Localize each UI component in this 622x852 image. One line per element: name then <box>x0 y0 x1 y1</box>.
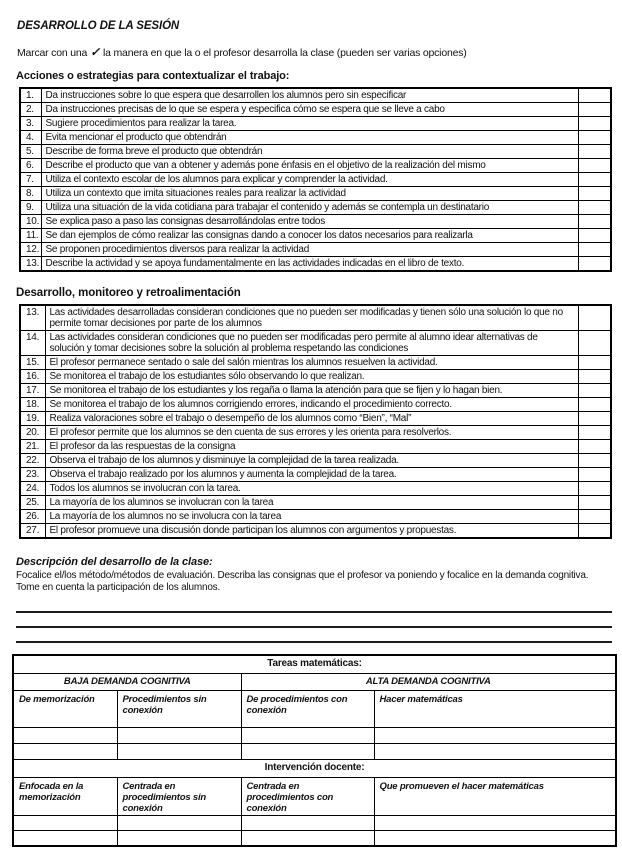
checklist-table-context <box>19 87 612 272</box>
row-number: 24. <box>20 482 45 496</box>
column-header-procedures-with-connection: De procedimientos con conexión <box>241 691 374 728</box>
section-heading-monitoring: Desarrollo, monitoreo y retroalimentación <box>16 287 241 299</box>
checklist-row <box>20 117 611 131</box>
intervention-title-row <box>13 760 616 778</box>
check-cell <box>578 510 611 524</box>
row-number: 25. <box>20 496 45 510</box>
row-text: El profesor promueve una discusión donde participan los alumnos con argumentos y propuestas. <box>45 524 578 539</box>
row-text: El profesor da las respuestas de la consigna <box>45 440 578 454</box>
checkmark-icon: ✓ <box>90 45 101 59</box>
row-number: 5. <box>20 145 41 159</box>
row-number: 17. <box>20 384 45 398</box>
check-cell <box>578 103 611 117</box>
row-text: Las actividades desarrolladas consideran condiciones que no pueden ser modificadas y tienen sólo una solución lo que no permite tomar decisiones por parte de los alumnos <box>45 305 578 331</box>
checklist-row <box>20 257 611 272</box>
low-demand-header: BAJA DEMANDA COGNITIVA <box>13 674 241 691</box>
empty-entry-row <box>13 728 616 744</box>
column-header-focused-memorization: Enfocada en la memorización <box>13 778 117 816</box>
entry-cell <box>374 744 616 760</box>
entry-cell <box>13 816 117 831</box>
intervention-title: Intervención docente: <box>13 760 616 778</box>
checklist-row <box>20 510 611 524</box>
row-text: Sugiere procedimientos para realizar la tarea. <box>41 117 578 131</box>
checklist-row <box>20 159 611 173</box>
check-cell <box>578 331 611 356</box>
checklist-row <box>20 229 611 243</box>
entry-cell <box>241 831 374 847</box>
checklist-row <box>20 384 611 398</box>
writing-lines <box>16 599 612 643</box>
row-number: 15. <box>20 356 45 370</box>
row-number: 3. <box>20 117 41 131</box>
intervention-column-headers-row <box>13 778 616 816</box>
writing-line <box>16 599 612 613</box>
row-number: 2. <box>20 103 41 117</box>
row-text: Utiliza una situación de la vida cotidiana para trabajar el contenido y además se contempla un destinatario <box>41 201 578 215</box>
row-number: 7. <box>20 173 41 187</box>
entry-cell <box>117 728 241 744</box>
row-text: Describe de forma breve el producto que obtendrán <box>41 145 578 159</box>
check-cell <box>578 370 611 384</box>
instruction-suffix: la manera en que la o el profesor desarrolla la clase (pueden ser varias opciones) <box>103 47 467 59</box>
checklist-row <box>20 88 611 103</box>
math-tasks-table <box>12 654 617 847</box>
entry-cell <box>241 728 374 744</box>
row-text: Se proponen procedimientos diversos para realizar la actividad <box>41 243 578 257</box>
row-number: 13. <box>20 257 41 272</box>
page-title: DESARROLLO DE LA SESIÓN <box>17 20 180 32</box>
row-text: Se monitorea el trabajo de los estudiantes y los regaña o llama la atención para que se fijen y lo hagan bien. <box>45 384 578 398</box>
section-heading-context-strategies: Acciones o estrategias para contextualizar el trabajo: <box>16 70 290 82</box>
row-number: 23. <box>20 468 45 482</box>
checklist-table-monitoring <box>19 304 612 539</box>
row-number: 19. <box>20 412 45 426</box>
checklist-row <box>20 496 611 510</box>
row-number: 22. <box>20 454 45 468</box>
row-text: La mayoría de los alumnos no se involucra con la tarea <box>45 510 578 524</box>
checklist-row <box>20 356 611 370</box>
entry-cell <box>117 816 241 831</box>
checklist-row <box>20 103 611 117</box>
checklist-row <box>20 187 611 201</box>
row-text: Se dan ejemplos de cómo realizar las consignas dando a conocer los datos necesarios para realizarla <box>41 229 578 243</box>
check-cell <box>578 412 611 426</box>
check-cell <box>578 426 611 440</box>
row-text: Se explica paso a paso las consignas desarrollándolas entre todos <box>41 215 578 229</box>
row-number: 9. <box>20 201 41 215</box>
column-header-promote-doing-math: Que promueven el hacer matemáticas <box>374 778 616 816</box>
empty-entry-row <box>13 831 616 847</box>
checklist-row <box>20 331 611 356</box>
checklist-row <box>20 370 611 384</box>
row-number: 4. <box>20 131 41 145</box>
row-number: 20. <box>20 426 45 440</box>
description-instructions: Focalice el/los método/métodos de evaluación. Describa las consignas que el profesor va poniendo y focalice en la demanda cognitiva. Tome en cuenta la participación de los alumnos. <box>16 570 589 593</box>
check-cell <box>578 496 611 510</box>
checklist-row <box>20 305 611 331</box>
row-text: Describe la actividad y se apoya fundamentalmente en las actividades indicadas en el libro de texto. <box>41 257 578 272</box>
row-text: Evita mencionar el producto que obtendrán <box>41 131 578 145</box>
empty-entry-row <box>13 816 616 831</box>
math-tasks-title: Tareas matemáticas: <box>13 655 616 674</box>
row-number: 14. <box>20 331 45 356</box>
row-number: 27. <box>20 524 45 539</box>
demand-group-row <box>13 674 616 691</box>
check-cell <box>578 201 611 215</box>
check-cell <box>578 454 611 468</box>
empty-entry-row <box>13 744 616 760</box>
checklist-row <box>20 468 611 482</box>
row-number: 6. <box>20 159 41 173</box>
checklist-row <box>20 243 611 257</box>
check-cell <box>578 229 611 243</box>
row-text: Realiza valoraciones sobre el trabajo o desempeño de los alumnos como “Bien”, “Mal” <box>45 412 578 426</box>
entry-cell <box>13 728 117 744</box>
entry-cell <box>13 831 117 847</box>
row-text: El profesor permite que los alumnos se den cuenta de sus errores y les orienta para resolverlos. <box>45 426 578 440</box>
check-cell <box>578 384 611 398</box>
column-header-procedures-no-connection: Procedimientos sin conexión <box>117 691 241 728</box>
check-cell <box>578 131 611 145</box>
check-cell <box>578 117 611 131</box>
check-cell <box>578 440 611 454</box>
checklist-row <box>20 131 611 145</box>
check-cell <box>578 173 611 187</box>
check-cell <box>578 145 611 159</box>
checklist-row <box>20 440 611 454</box>
row-text: La mayoría de los alumnos se involucran con la tarea <box>45 496 578 510</box>
row-text: Se monitorea el trabajo de los estudiantes sólo observando lo que realizan. <box>45 370 578 384</box>
row-number: 1. <box>20 88 41 103</box>
check-cell <box>578 356 611 370</box>
row-text: Da instrucciones sobre lo que espera que desarrollen los alumnos pero sin especificar <box>41 88 578 103</box>
check-cell <box>578 524 611 539</box>
row-text: Da instrucciones precisas de lo que se espera y especifica cómo se espera que se lleve a cabo <box>41 103 578 117</box>
row-text: Describe el producto que van a obtener y además pone énfasis en el objetivo de la realización del mismo <box>41 159 578 173</box>
checklist-row <box>20 412 611 426</box>
row-text: Utiliza un contexto que imita situaciones reales para realizar la actividad <box>41 187 578 201</box>
row-number: 11. <box>20 229 41 243</box>
check-cell <box>578 215 611 229</box>
row-text: Utiliza el contexto escolar de los alumnos para explicar y comprender la actividad. <box>41 173 578 187</box>
math-tasks-title-row <box>13 655 616 674</box>
check-cell <box>578 187 611 201</box>
checklist-row <box>20 482 611 496</box>
check-cell <box>578 398 611 412</box>
description-heading: Descripción del desarrollo de la clase: <box>16 556 213 568</box>
entry-cell <box>374 831 616 847</box>
row-text: Observa el trabajo realizado por los alumnos y aumenta la complejidad de la tarea. <box>45 468 578 482</box>
row-number: 16. <box>20 370 45 384</box>
task-column-headers-row <box>13 691 616 728</box>
row-number: 8. <box>20 187 41 201</box>
check-cell <box>578 468 611 482</box>
row-number: 10. <box>20 215 41 229</box>
checklist-row <box>20 426 611 440</box>
check-cell <box>578 243 611 257</box>
entry-cell <box>374 728 616 744</box>
entry-cell <box>13 744 117 760</box>
entry-cell <box>117 744 241 760</box>
row-number: 18. <box>20 398 45 412</box>
checklist-row <box>20 173 611 187</box>
check-cell <box>578 305 611 331</box>
writing-line <box>16 628 612 643</box>
checklist-row <box>20 524 611 539</box>
row-text: Las actividades consideran condiciones que no pueden ser modificadas pero permite al alumno idear alternativas de solución y tomar decisiones sobre la solución al problema respetando las condiciones <box>45 331 578 356</box>
row-text: Todos los alumnos se involucran con la tarea. <box>45 482 578 496</box>
column-header-memorization: De memorización <box>13 691 117 728</box>
check-cell <box>578 257 611 272</box>
row-number: 13. <box>20 305 45 331</box>
writing-line <box>16 613 612 628</box>
column-header-centered-with-connection: Centrada en procedimientos con conexión <box>241 778 374 816</box>
column-header-doing-math: Hacer matemáticas <box>374 691 616 728</box>
entry-cell <box>117 831 241 847</box>
check-cell <box>578 88 611 103</box>
row-text: El profesor permanece sentado o sale del salón mientras los alumnos resuelven la actividad. <box>45 356 578 370</box>
high-demand-header: ALTA DEMANDA COGNITIVA <box>241 674 616 691</box>
row-text: Se monitorea el trabajo de los alumnos corrigiendo errores, indicando el procedimiento correcto. <box>45 398 578 412</box>
entry-cell <box>374 816 616 831</box>
checklist-row <box>20 145 611 159</box>
row-number: 21. <box>20 440 45 454</box>
check-cell <box>578 159 611 173</box>
checklist-row <box>20 398 611 412</box>
entry-cell <box>241 744 374 760</box>
row-number: 26. <box>20 510 45 524</box>
row-text: Observa el trabajo de los alumnos y disminuye la complejidad de la tarea realizada. <box>45 454 578 468</box>
checklist-row <box>20 454 611 468</box>
row-number: 12. <box>20 243 41 257</box>
checklist-row <box>20 201 611 215</box>
entry-cell <box>241 816 374 831</box>
checklist-row <box>20 215 611 229</box>
marking-instruction <box>17 45 612 59</box>
instruction-prefix: Marcar con una <box>17 47 88 59</box>
column-header-centered-no-connection: Centrada en procedimientos sin conexión <box>117 778 241 816</box>
check-cell <box>578 482 611 496</box>
